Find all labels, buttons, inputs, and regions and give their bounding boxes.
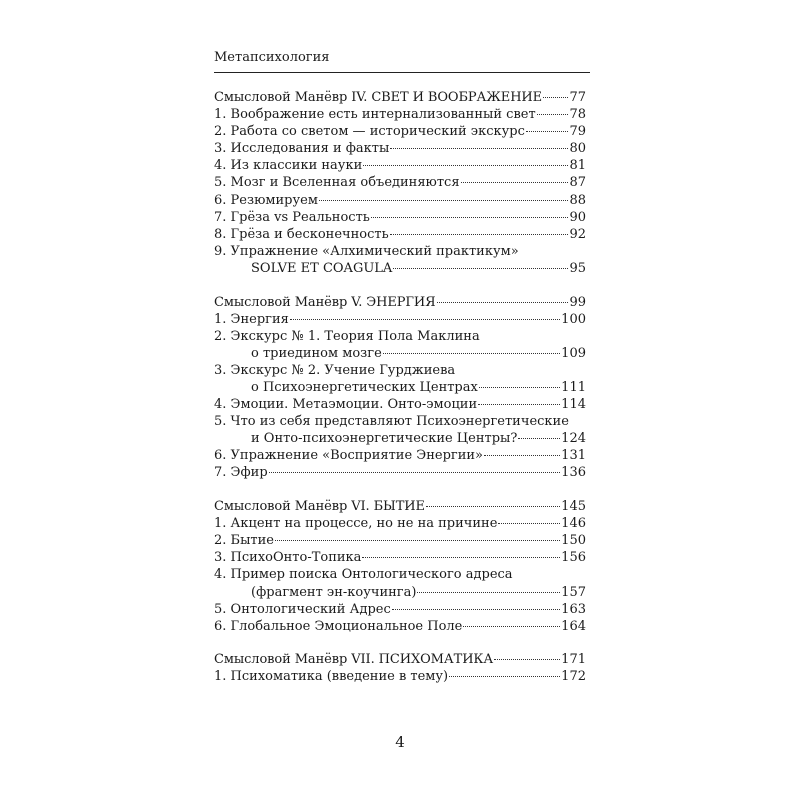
running-header-title: Метапсихология (214, 50, 330, 65)
toc-page-number: 145 (561, 499, 586, 515)
dot-leader (449, 676, 560, 677)
dot-leader (526, 131, 569, 132)
toc-entry[interactable]: 5. Онтологический Адрес 163 (214, 601, 586, 617)
toc-page-number: 124 (561, 431, 586, 447)
toc-page-number: 164 (561, 618, 586, 634)
toc-entry[interactable]: 7. Грёза vs Реальность 90 (214, 209, 586, 225)
toc-page-number: 146 (561, 516, 586, 532)
dot-leader (269, 472, 561, 473)
toc-page-number: 150 (561, 533, 586, 549)
toc-entry-multiline[interactable]: 4. Пример поиска Онтологического адреса (фрагмент эн-коучинга) 157 (214, 567, 586, 600)
dot-leader (393, 268, 568, 269)
page-number-footer (0, 733, 800, 751)
toc-page-number: 77 (569, 90, 586, 105)
dot-leader (479, 387, 560, 388)
toc-page-number: 136 (561, 465, 586, 481)
toc-entry-multiline[interactable]: 5. Что из себя представляют Психоэнергетические и Онто-психоэнергетические Центры? 124 (214, 414, 586, 447)
dot-leader (518, 438, 560, 439)
toc-entry[interactable]: 1. Акцент на процессе, но не на причине 146 (214, 516, 586, 532)
dot-leader (478, 404, 560, 405)
toc-section-6 (214, 498, 586, 635)
table-of-contents (214, 89, 586, 686)
toc-section-heading[interactable]: Смысловой Манёвр V. ЭНЕРГИЯ 99 (214, 294, 586, 310)
dot-leader (426, 506, 560, 507)
toc-page-number: 163 (561, 601, 586, 617)
dot-leader (543, 97, 568, 98)
toc-entry[interactable]: 6. Глобальное Эмоциональное Поле 164 (214, 618, 586, 634)
toc-entry[interactable]: 1. Воображение есть интернализованный свет 78 (214, 107, 586, 123)
toc-entry[interactable]: 5. Мозг и Вселенная объединяются 87 (214, 175, 586, 191)
dot-leader (537, 114, 569, 115)
dot-leader (383, 353, 560, 354)
toc-entry[interactable]: 4. Из классики науки 81 (214, 158, 586, 174)
toc-page-number: 78 (569, 107, 586, 123)
toc-entry[interactable]: 1. Энергия 100 (214, 311, 586, 327)
dot-leader (494, 659, 560, 660)
toc-page-number: 157 (561, 584, 586, 600)
dot-leader (484, 455, 560, 456)
toc-page-number: 156 (561, 550, 586, 566)
toc-entry[interactable]: 8. Грёза и бесконечность 92 (214, 226, 586, 242)
toc-section-4 (214, 89, 586, 277)
toc-entry-multiline[interactable]: 2. Экскурс № 1. Теория Пола Маклина о триедином мозге 109 (214, 328, 586, 361)
toc-page-number: 100 (561, 311, 586, 327)
toc-entry-multiline[interactable]: 9. Упражнение «Алхимический практикум» SOLVE ET COAGULA 95 (214, 243, 586, 276)
toc-section-5 (214, 294, 586, 482)
toc-page-number: 81 (569, 158, 586, 174)
toc-page-number: 80 (569, 141, 586, 157)
page-number: 4 (395, 733, 405, 751)
toc-section-heading[interactable]: Смысловой Манёвр IV. СВЕТ И ВООБРАЖЕНИЕ 77 (214, 90, 586, 105)
dot-leader (498, 523, 560, 524)
toc-entry[interactable]: 2. Работа со светом — исторический экскурс 79 (214, 124, 586, 140)
dot-leader (362, 557, 560, 558)
toc-page-number: 87 (569, 175, 586, 191)
dot-leader (390, 148, 568, 149)
dot-leader (390, 234, 569, 235)
dot-leader (392, 609, 560, 610)
toc-page-number: 114 (561, 397, 586, 413)
toc-entry[interactable]: 3. Исследования и факты 80 (214, 141, 586, 157)
toc-page-number: 79 (569, 124, 586, 140)
toc-entry[interactable]: 7. Эфир 136 (214, 465, 586, 481)
toc-page-number: 88 (569, 192, 586, 208)
toc-entry[interactable]: 6. Резюмируем 88 (214, 192, 586, 208)
dot-leader (371, 217, 569, 218)
toc-section-7 (214, 651, 586, 685)
toc-entry-multiline[interactable]: 3. Экскурс № 2. Учение Гурджиева о Психоэнергетических Центрах 111 (214, 362, 586, 395)
toc-page-number: 95 (569, 260, 586, 276)
toc-page-number: 171 (561, 652, 586, 668)
dot-leader (417, 592, 560, 593)
toc-page-number: 131 (561, 448, 586, 464)
dot-leader (463, 626, 560, 627)
toc-section-heading[interactable]: Смысловой Манёвр VI. БЫТИЕ 145 (214, 499, 586, 515)
toc-page-number: 99 (569, 294, 586, 310)
toc-entry[interactable]: 4. Эмоции. Метаэмоции. Онто-эмоции 114 (214, 397, 586, 413)
toc-page-number: 109 (561, 345, 586, 361)
dot-leader (363, 165, 568, 166)
toc-page-number: 111 (561, 380, 586, 395)
running-header (214, 49, 590, 73)
dot-leader (461, 182, 569, 183)
toc-page-number: 90 (569, 209, 586, 225)
toc-entry[interactable]: 3. ПсихоОнто-Топика 156 (214, 550, 586, 566)
toc-entry[interactable]: 2. Бытие 150 (214, 533, 586, 549)
toc-page-number: 172 (561, 669, 586, 685)
toc-entry[interactable]: 6. Упражнение «Восприятие Энергии» 131 (214, 448, 586, 464)
dot-leader (319, 200, 569, 201)
toc-entry[interactable]: 1. Психоматика (введение в тему) 172 (214, 669, 586, 685)
dot-leader (290, 319, 560, 320)
dot-leader (437, 302, 569, 303)
toc-section-heading[interactable]: Смысловой Манёвр VII. ПСИХОМАТИКА 171 (214, 652, 586, 668)
toc-page-number: 92 (569, 226, 586, 242)
dot-leader (275, 540, 560, 541)
